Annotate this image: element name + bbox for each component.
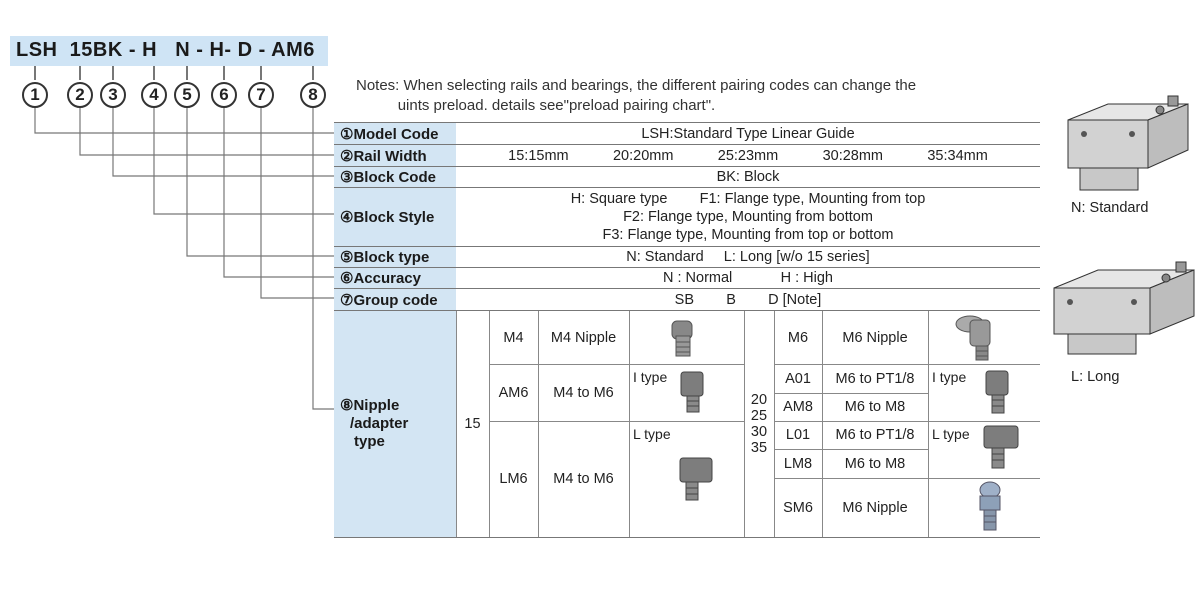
value-block-code: BK: Block <box>716 169 780 185</box>
callout-6: 6 <box>211 82 237 108</box>
block-style-line-1: H: Square type F1: Flange type, Mounting from top <box>570 191 926 207</box>
m4-nipple-image <box>662 316 712 361</box>
row-divider <box>334 310 1040 311</box>
callout-3: 3 <box>100 82 126 108</box>
nipple-code-m6: M6 <box>787 329 809 346</box>
rail-width-20: 20:20mm <box>612 147 674 164</box>
a01-adapter-image <box>980 367 1020 419</box>
right-l-type-label: L type <box>932 426 970 442</box>
long-block-image <box>1044 248 1200 358</box>
sm6-nipple-image <box>970 480 1010 536</box>
row-divider <box>334 166 1040 167</box>
lm6-adapter-image <box>672 450 722 510</box>
nipple-code-lm6: LM6 <box>499 471 528 487</box>
callout-1: 1 <box>22 82 48 108</box>
nipple-desc-m6: M6 Nipple <box>842 329 908 346</box>
label-block-style: ④Block Style <box>334 188 456 246</box>
nipple-desc-lm8: M6 to M8 <box>844 455 906 472</box>
leader-7 <box>261 108 334 298</box>
label-block-type: ⑤Block type <box>334 247 456 267</box>
callout-5: 5 <box>174 82 200 108</box>
callout-8: 8 <box>300 82 326 108</box>
callout-4: 4 <box>141 82 167 108</box>
nipple-label-line-1: ⑧Nipple <box>340 397 400 414</box>
label-group-code: ⑦Group code <box>334 289 456 310</box>
leader-2 <box>80 108 334 155</box>
nipple-code-lm8: LM8 <box>783 455 813 472</box>
size-30: 30 <box>750 424 768 440</box>
left-l-type-label: L type <box>633 426 671 442</box>
nipple-desc-a01: M6 to PT1/8 <box>835 370 915 387</box>
nipple-code-a01: A01 <box>785 370 811 387</box>
row-divider <box>334 122 1040 123</box>
rail-width-15: 15:15mm <box>508 147 569 164</box>
nipple-code-sm6: SM6 <box>783 499 813 516</box>
grid-vline <box>629 311 630 537</box>
part-code: LSH 15BK - H N - H- D - AM6 <box>16 39 315 61</box>
leader-4 <box>154 108 334 214</box>
nipple-code-am6: AM6 <box>498 384 529 401</box>
size-35: 35 <box>750 440 768 456</box>
nipple-size-15: 15 <box>464 416 481 432</box>
callout-7: 7 <box>248 82 274 108</box>
notes: Notes: When selecting rails and bearings, the different pairing codes can change the uints preload. details see"preload pairing chart". <box>356 77 917 114</box>
row-divider <box>334 187 1040 188</box>
value-block-type: N: Standard L: Long [w/o 15 series] <box>626 249 870 265</box>
nipple-desc-lm6: M4 to M6 <box>553 471 614 487</box>
nipple-desc-am8: M6 to M8 <box>844 399 906 415</box>
nipple-code-l01: L01 <box>785 427 811 443</box>
leader-lines <box>0 0 340 600</box>
callout-2: 2 <box>67 82 93 108</box>
label-nipple <box>334 311 456 537</box>
rail-width-35: 35:34mm <box>927 147 988 164</box>
value-accuracy: N : Normal H : High <box>662 270 833 286</box>
nipple-sizes-right <box>744 311 774 537</box>
label-rail-width: ②Rail Width <box>334 145 456 166</box>
rail-width-30: 30:28mm <box>822 147 884 164</box>
block-style-line-3: F3: Flange type, Mounting from top or bottom <box>602 227 894 243</box>
left-i-type-label: I type <box>633 369 668 385</box>
label-block-code: ③Block Code <box>334 167 456 187</box>
right-i-type-label: I type <box>932 369 967 385</box>
nipple-desc-sm6: M6 Nipple <box>842 499 908 516</box>
grid-vline <box>928 311 929 537</box>
value-model-code: LSH:Standard Type Linear Guide <box>641 125 855 142</box>
l01-adapter-image <box>978 422 1028 476</box>
size-25: 25 <box>750 408 768 424</box>
nipple-label-line-2: /adapter <box>350 415 409 432</box>
rail-width-25: 25:23mm <box>717 147 779 164</box>
nipple-label-line-3: type <box>354 433 385 450</box>
row-divider <box>334 267 1040 268</box>
nipple-desc-m4: M4 Nipple <box>550 329 617 346</box>
caption-long: L: Long <box>1071 369 1120 385</box>
label-model-code: ①Model Code <box>334 123 456 144</box>
nipple-code-am8: AM8 <box>783 399 813 415</box>
row-divider <box>334 144 1040 145</box>
row-divider <box>334 246 1040 247</box>
standard-block-image <box>1050 90 1200 200</box>
nipple-code-m4: M4 <box>503 329 524 346</box>
value-block-style <box>456 188 1040 246</box>
label-accuracy: ⑥Accuracy <box>334 268 456 288</box>
value-group-code: SB B D [Note] <box>674 291 822 308</box>
row-divider <box>334 537 1040 538</box>
value-rail-width <box>456 145 1040 166</box>
caption-standard: N: Standard <box>1071 200 1149 216</box>
nipple-desc-am6: M4 to M6 <box>553 384 614 401</box>
row-divider <box>334 288 1040 289</box>
size-20: 20 <box>750 392 768 408</box>
am6-adapter-image <box>675 368 715 418</box>
nipple-desc-l01: M6 to PT1/8 <box>835 427 915 443</box>
block-style-line-2: F2: Flange type, Mounting from bottom <box>623 209 873 225</box>
leader-8 <box>313 108 334 409</box>
m6-nipple-image <box>948 312 1018 364</box>
